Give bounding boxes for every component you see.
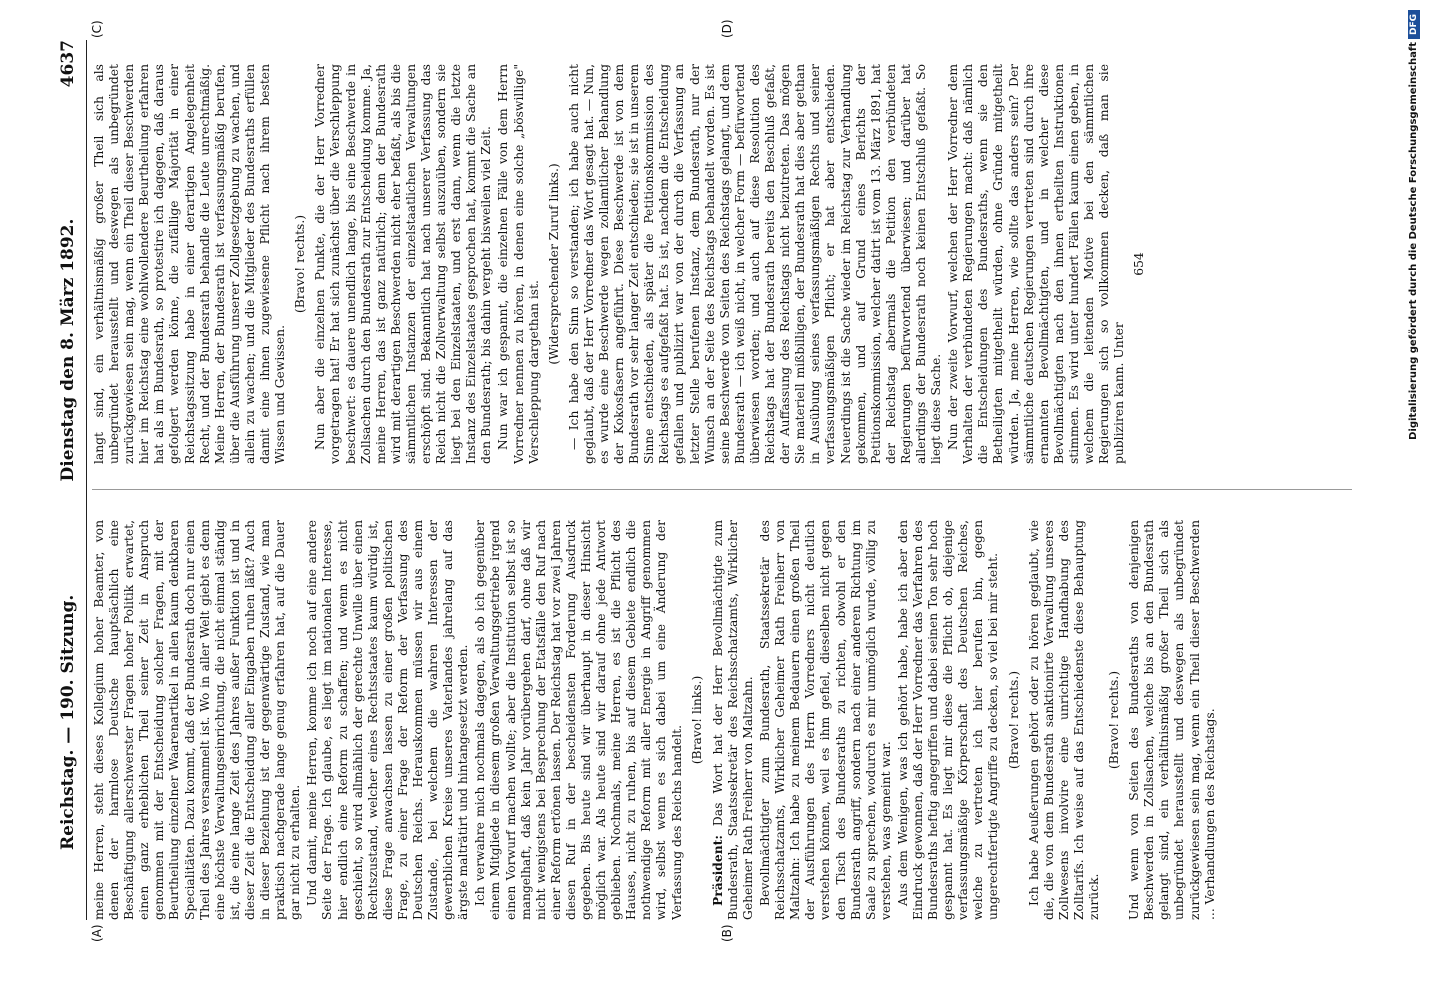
paragraph-text: Ich verwahre mich nochmals dagegen, als ob ich gegenüber einem Mitgliede in diesem großen Verwaltungsgetriebe irgend einen Vorwurf machen wollte; aber die Institution selbst ist so mangelhaft, daß kein Jahr vorübergehen darf, ohne daß wir nicht wenigstens bei Besprechung der Etatsfälle den Ruf nach einer Reform ertönen lassen. Der Reichstag hat vor zwei Jahren diesen Ruf in der bescheidensten Forderung Ausdruck gegeben. Bis heute sind wir überhaupt in dieser Hinsicht möglich war. Als heute sind wir darauf ohne jede Antwort geblieben. Nochmals, meine Herren, es ist die Pflicht des Hauses, nicht zu ruhen, bis auf diesem Gebiete endlich die nothwendige Reform mit aller Energie in Angriff genommen wird, selbst wenn es sich dabei um eine Änderung der Verfassung des Reichs handelt.: [473, 520, 684, 920]
text-column-right: [92, 64, 1352, 464]
paragraph: [313, 64, 494, 464]
paragraph-text: (Bravo! rechts.): [293, 214, 308, 314]
margin-mark-d: (D): [720, 19, 734, 38]
paragraph-text: (Bravo! links.): [689, 675, 704, 765]
paragraph-text: Nun war ich gespannt, die einzelnen Fälle von dem Herrn Vorredner nennen zu hören, in denen eine solche „böswillige" Verschleppung dargethan ist.: [496, 64, 541, 464]
header-center-title: Dienstag den 8. März 1892.: [58, 218, 78, 482]
paragraph-text: (Bravo! rechts.): [1107, 670, 1122, 770]
footer-text: Digitalisierung gefördert durch die Deutsche Forschungsgemeinschaft: [1408, 42, 1419, 440]
stage-direction: [1107, 520, 1122, 920]
paragraph-text: langt sind, ein verhältnismäßig großer Theil sich als unbegründet herausstellt und deswegen als unbegründet zurückgewiesen sein mag, wenn ein Theil dieser Beschwerden hier im Reichstag eine wohlwollendere Beurtheilung erfahren hat als im Bundesrath, so protestire ich dagegen, daß daraus gefolgert werden könne, die zufällige Majorität in einer Reichstagssitzung habe in einer derartigen Angelegenheit Recht, und der Bundesrath behandle die Leute unrechtmäßig. Meine Herren, der Bundesrath ist verfassungsmäßig berufen, über die Ausführung unserer Zollgesetzgebung zu wachen, und allein zu wachen; und die Mitglieder des Bundesraths erfüllen damit eine ihnen zugewiesene Pflicht nach ihrem besten Wissen und Gewissen.: [92, 64, 288, 464]
paragraph: [473, 520, 684, 920]
paragraph: [1127, 520, 1218, 920]
margin-mark-a: (A): [90, 924, 104, 942]
margin-mark-b: (B): [720, 924, 734, 942]
dfg-logo: DFG: [1408, 10, 1420, 39]
paragraph-text: Und wenn von Seiten des Bundesraths von denjenigen Beschwerden in Zollsachen, welche bis an den Bundesrath gelangt sind, ein verhältnismäßig großer Theil sich als unbegründet herausstellt und deswegen als unbegründet zurückgewiesen sein mag, wenn ein Theil dieser Beschwerden ... Verhandlungen des Reichstags.: [1127, 520, 1217, 920]
stage-direction: [293, 64, 308, 464]
paragraph-text: Nun der zweite Vorwurf, welchen der Herr Vorredner dem Verhalten der verbündeten Regierungen macht: daß nämlich die Entscheidungen des Bundesraths, wenn sie den Betheiligten mitgetheilt würden, ohne Gründe mitgetheilt würden. Ja, meine Herren, wie sollte das anders sein? Der sämmtliche deutschen Regierungen vertreten sind durch ihre ernannten Bevollmächtigten, und in welcher diese Bevollmächtigten nach den ihnen ertheilten Instruktionen stimmen. Es wird unter hundert Fällen kaum einen geben, in welchem die leitenden Motive bei den sämmtlichen Regierungen sich so vollkommen decken, daß man sie publiziren kann. Unter: [946, 64, 1127, 464]
paragraph-text: Bevollmächtigter zum Bundesrath, Staatssekretär des Reichsschatzamts, Wirklicher Geheimer Rath Freiherr von Maltzahn: Ich habe zu meinem Bedauern einen großen Theil der Ausführungen des Herrn Vorredners nicht deutlich verstehen können, weil es ihm gefiel, dieselben nicht gegen den Tisch des Bundesraths zu richten, obwohl er den Bundesrath angriff, sondern nach einer anderen Richtung im Saale zu sprechen, wodurch es mir unmöglich wurde, völlig zu verstehen, was gemeint war.: [758, 520, 893, 920]
paragraph-text: Und damit, meine Herren, komme ich noch auf eine andere Seite der Frage. Ich glaube, es liegt im nationalen Interesse, hier endlich eine Reform zu schaffen; und wenn es nicht geschieht, so wird allmählich der gerechte Unwille über einen Rechtszustand, welcher eines Rechtsstaates kaum würdig ist, diese Frage anwachsen lassen zu einer großen politischen Frage, zu einer Frage der Reform der Verfassung des Deutschen Reichs. Herauskommen müssen wir aus einem Zustande, bei welchem die wahren Interessen der gewerblichen Kreise unseres Vaterlandes jahrelang auf das ärgste malträtirt und hintangesetzt werden.: [305, 520, 471, 920]
paragraph: [92, 64, 288, 464]
paragraph: [758, 520, 894, 920]
speaker-label: Präsident:: [709, 835, 725, 906]
digitization-footer: [1408, 10, 1420, 700]
paragraph: [946, 64, 1127, 464]
stage-direction: [690, 520, 705, 920]
paragraph: [305, 520, 471, 920]
stage-direction: [547, 64, 562, 464]
paragraph-text: (Widersprechender Zuruf links.): [546, 163, 561, 365]
paragraph-text: 654: [1132, 252, 1147, 276]
paragraph: [567, 64, 944, 464]
paragraph: [496, 64, 541, 464]
paragraph-text: — Ich habe den Sinn so verstanden; ich habe auch nicht geglaubt, daß der Herr Vorredner das Wort gesagt hat. — Nun, es wurde eine Beschwerde wegen zollamtlicher Behandlung der Kokosfasern angeführt. Diese Beschwerde ist von dem Bundesrath vor sehr langer Zeit entschieden; sie ist in unserem Sinne entschieden, als später die Petitionskommission des Reichstags es aufgefaßt hat. Es ist, nachdem die Entscheidung gefallen und publizirt war von der durch die Verfassung an letzter Stelle berufenen Instanz, dem Bundesrath, nur der Wunsch an der Seite des Reichstags behandelt worden. Es ist seine Beschwerde von Seiten des Reichstags gelangt, und dem Bundesrath — ich weiß nicht, in welcher Form — befürwortend überwiesen worden; und auch auf diese Resolution des Reichstags hat der Bundesrath bereits den Beschluß gefaßt, der Auffassung des Reichstags nicht beizutreten. Das mögen Sie materiell mißbilligen, der Bundesrath hat dies aber gethan in Ausübung seines verfassungsmäßigen Rechts und seiner verfassungsmäßigen Pflicht; er hat aber entschieden. Neuerdings ist die Sache wieder im Reichstag zur Verhandlung gekommen, und auf Grund eines Berichts der Petitionskommission, welcher datirt ist vom 13. März 1891, hat der Reichstag abermals die Petition den verbündeten Regierungen befürwortend überwiesen; und darüber hat allerdings der Bundesrath noch keinen Entschluß gefaßt. So liegt diese Sache.: [566, 64, 944, 464]
paragraph-text: Aus dem Wenigen, was ich gehört habe, habe ich aber den Eindruck gewonnen, daß der Herr Vorredner das Verfahren des Bundesraths heftig angegriffen und dabei seinen Ton sehr hoch gespannt hat. Es liegt mir diese die Pflicht ob, diejenige verfassungsmäßige Körperschaft des Deutschen Reiches, welche zu vertreten ich hier berufen bin, gegen ungerechtfertigte Angriffe zu decken, so viel bei mir steht.: [895, 520, 1001, 920]
header-rule: [86, 40, 87, 920]
margin-mark-c: (C): [90, 20, 104, 38]
paragraph-text: Ich habe Aeußerungen gehört oder zu hören geglaubt, wie die, die von dem Bundesrath sanktionirte Verwaltung unseres Zollwesens involvire eine unrichtige Handhabung des Zolltarifs. Ich weise auf das Entschiedenste diese Behauptung zurück.: [1026, 520, 1101, 920]
paragraph-text: Nun aber die einzelnen Punkte, die der Herr Vorredner vorgetragen hat! Er hat sich zunächst über die Verschleppung beschwert: es dauere unendlich lange, bis eine Beschwerde in Zollsachen durch den Bundesrath zur Entscheidung komme. Ja, meine Herren, das ist ganz natürlich; denn der Bundesrath wird mit derartigen Beschwerden nicht eher befaßt, als bis die sämmtlichen Instanzen der einzelstaatlichen Verwaltungen erschöpft sind. Bekanntlich hat nach unserer Verfassung das Reich nicht die Zollverwaltung selbst auszuüben, sondern sie liegt bei den Einzelstaaten, und erst dann, wenn die letzte Instanz des Einzelstaates gesprochen hat, kommt die Sache an den Bundesrath; bis dahin vergeht bisweilen viel Zeit.: [313, 64, 494, 464]
paragraph: [92, 520, 303, 920]
paragraph: [1027, 520, 1102, 920]
paragraph-text: meine Herren, steht dieses Kollegium hoher Beamter, von denen der harmlose Deutsche hauptsächlich eine Beschäftigung allerschwerster Fragen hoher Politik erwartet, einen ganz erheblichen Theil seiner Zeit in Anspruch genommen mit der Entscheidung solcher Fragen, mit der Beurtheilung einzelner Waarenartikel in allen kaum denkbaren Specialitäten. Dazu kommt, daß der Bundesrath doch nur einen Theil des Jahres versammelt ist. Wo in aller Welt giebt es denn eine höchste Verwaltungseinrichtung, die nicht einmal ständig ist, die eine lange Zeit des Jahres außer Funktion ist und in dieser Zeit die Entscheidung aller Eingaben ruhen läßt? Auch in dieser Beziehung ist der gegenwärtige Zustand, wie man praktisch nachgerade lange genug erfahren hat, auf die Dauer gar nicht zu erhalten.: [92, 520, 303, 920]
paragraph: [710, 520, 756, 920]
column-divider: [92, 489, 1352, 490]
paragraph-text: Das Wort hat der Herr Bevollmächtigte zum Bundesrath, Staatssekretär des Reichsschatzamts, Wirklicher Geheimer Rath Freiherr von Maltzahn.: [710, 520, 755, 920]
paragraph: [896, 520, 1002, 920]
text-column-left: [92, 520, 1352, 920]
header-left-title: Reichstag. — 190. Sitzung.: [58, 594, 78, 850]
header-page-number: 4637: [58, 40, 78, 88]
stage-direction: [1007, 520, 1022, 920]
stage-direction: [1132, 64, 1147, 464]
paragraph-text: (Bravo! rechts.): [1006, 670, 1021, 770]
